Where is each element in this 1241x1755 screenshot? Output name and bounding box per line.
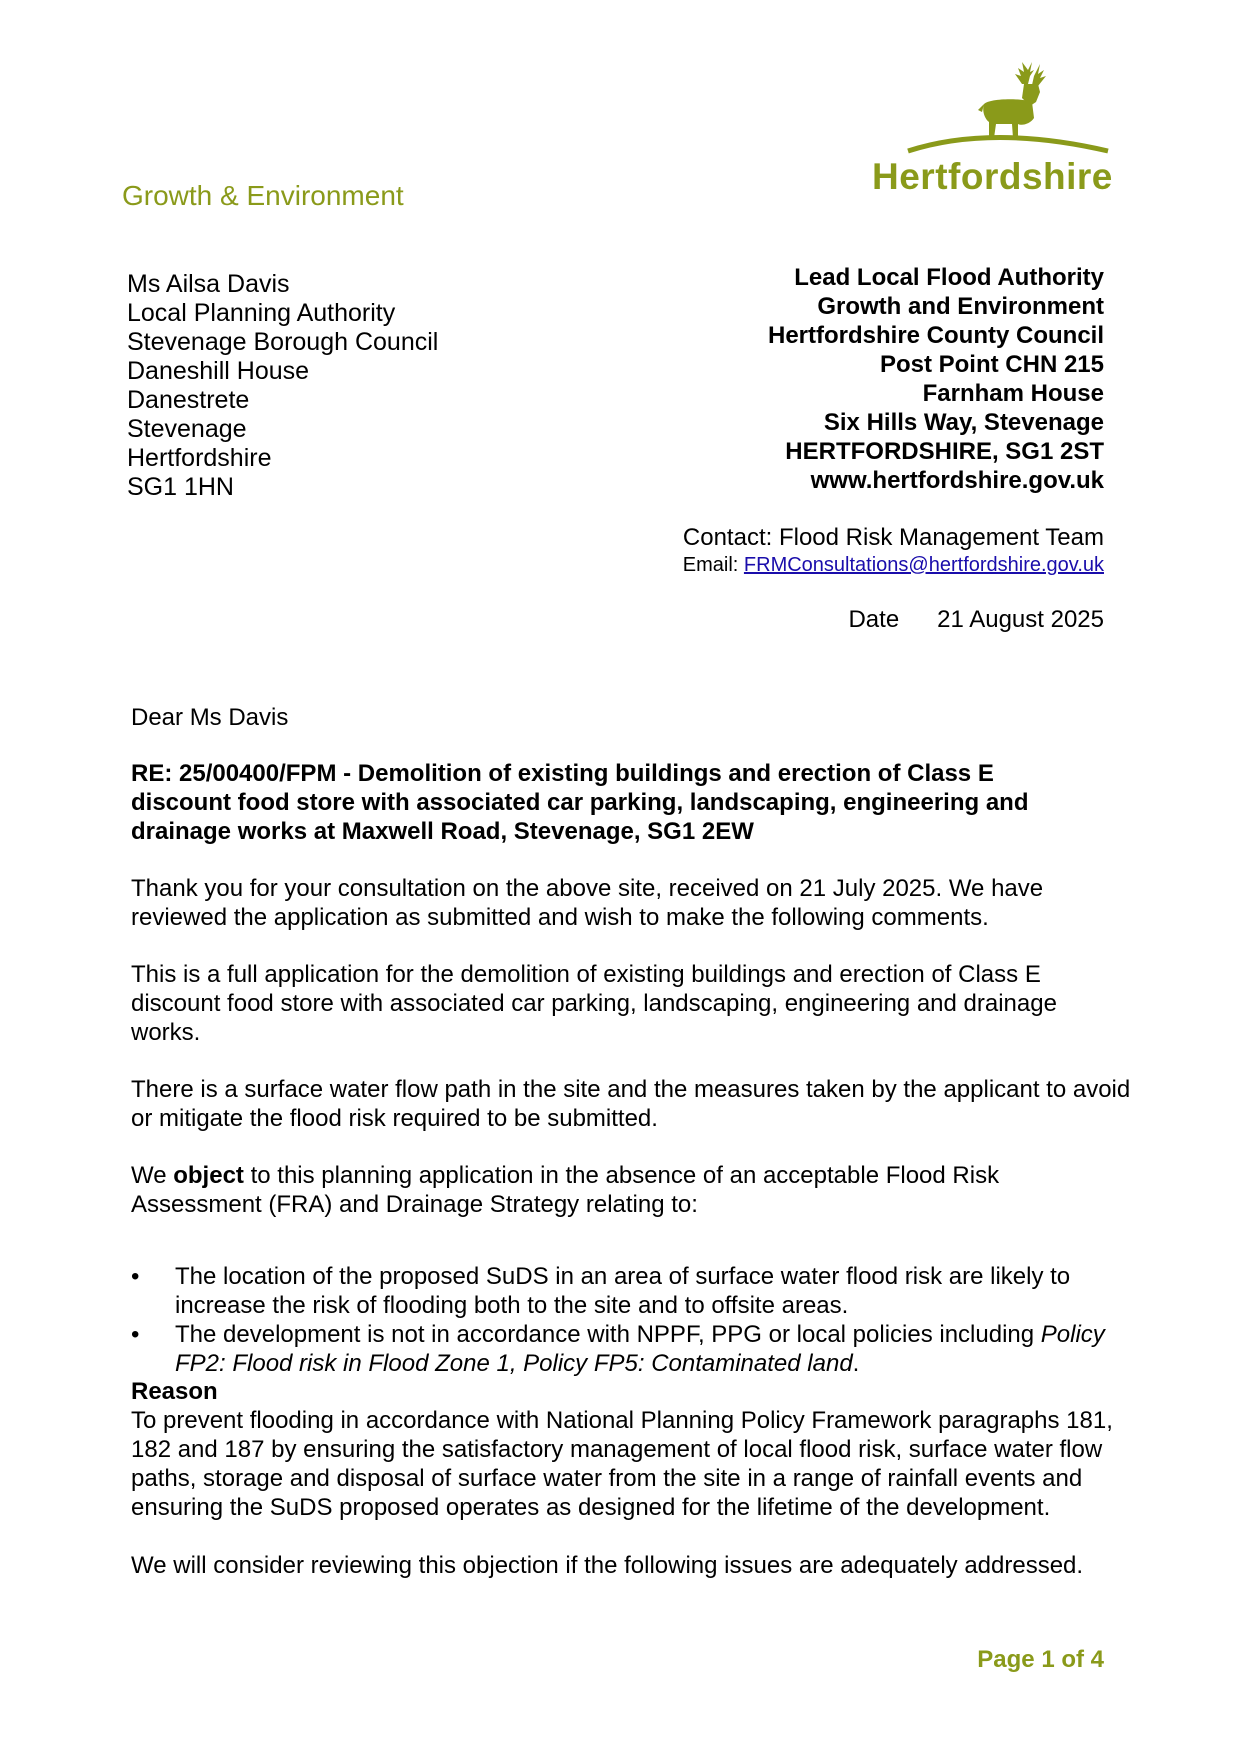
sender-address (768, 263, 1104, 495)
page-number: Page 1 of 4 (977, 1646, 1104, 1673)
email-label: Email: (682, 554, 739, 576)
recipient-line: Hertfordshire (127, 444, 272, 472)
sender-line: Lead Local Flood Authority (794, 264, 1104, 291)
contact-line: Contact: Flood Risk Management Team (682, 524, 1104, 551)
objection-emphasis: object (173, 1162, 244, 1189)
sender-line: HERTFORDSHIRE, SG1 2ST (785, 438, 1104, 465)
date-value: 21 August 2025 (937, 606, 1104, 633)
policy-reference: Policy FP2: Flood risk in Flood Zone 1, Policy FP5: Contaminated land (175, 1321, 1105, 1377)
letter-date (848, 606, 1104, 634)
stag-icon (872, 58, 1112, 158)
list-item (131, 1320, 1131, 1378)
recipient-line: Ms Ailsa Davis (127, 270, 290, 298)
sender-line: Growth and Environment (817, 293, 1104, 320)
list-item (131, 1262, 1131, 1320)
department-title: Growth & Environment (122, 180, 404, 211)
recipient-address (127, 270, 438, 502)
paragraph-application: This is a full application for the demolition of existing buildings and erection of Class E discount food store with associated car parking, landscaping, engineering and drainage works. (131, 961, 1057, 1046)
reason-text: To prevent flooding in accordance with National Planning Policy Framework paragraphs 181, 182 and 187 by ensuring the satisfactory management of local flood risk, surface water flow paths, storage and disposal of surface water from the site in a range of rainfall events and ensuring the SuDS proposed operates as designed for the lifetime of the development. (131, 1407, 1113, 1521)
recipient-line: Stevenage Borough Council (127, 328, 439, 356)
recipient-line: Daneshill House (127, 357, 310, 385)
review-statement: We will consider reviewing this objection if the following issues are adequately addressed. (131, 1552, 1084, 1579)
hertfordshire-logo (872, 58, 1112, 198)
sender-website: www.hertfordshire.gov.uk (810, 467, 1104, 494)
logo-wordmark: Hertfordshire (872, 156, 1113, 197)
paragraph-objection (131, 1161, 1091, 1219)
salutation: Dear Ms Davis (131, 704, 289, 731)
list-item-text-pre: The development is not in accordance with NPPF, PPG or local policies including (175, 1321, 1041, 1348)
subject-line: RE: 25/00400/FPM - Demolition of existing buildings and erection of Class E discount food store with associated car parking, landscaping, engineering and drainage works at Maxwell Road, Stevenage, SG1 2EW (131, 760, 1029, 845)
recipient-line: Danestrete (127, 386, 250, 414)
reason-heading: Reason (131, 1378, 218, 1405)
sender-line: Farnham House (922, 380, 1104, 407)
email-line (683, 554, 1104, 577)
sender-line: Six Hills Way, Stevenage (823, 409, 1104, 436)
list-item-text-post: . (852, 1350, 860, 1377)
recipient-line: Local Planning Authority (127, 299, 396, 327)
email-link[interactable]: FRMConsultations@hertfordshire.gov.uk (743, 554, 1104, 576)
bullet-icon: • (131, 1321, 140, 1348)
paragraph-consultation: Thank you for your consultation on the above site, received on 21 July 2025. We have reviewed the application as submitted and wish to make the following comments. (131, 875, 1044, 931)
objection-list (131, 1262, 1131, 1378)
list-item-text: The location of the proposed SuDS in an area of surface water flood risk are likely to increase the risk of flooding both to the site and to offsite areas. (175, 1263, 1071, 1319)
recipient-line: Stevenage (127, 415, 247, 443)
date-label: Date (848, 606, 900, 633)
objection-text-post: to this planning application in the absence of an acceptable Flood Risk Assessment (FRA) and Drainage Strategy relating to: (131, 1162, 1000, 1218)
paragraph-flow-path: There is a surface water flow path in the site and the measures taken by the applicant to avoid or mitigate the flood risk required to be submitted. (131, 1076, 1131, 1132)
bullet-icon: • (131, 1263, 140, 1290)
sender-line: Post Point CHN 215 (879, 351, 1104, 378)
objection-text-pre: We (131, 1162, 174, 1189)
recipient-line: SG1 1HN (127, 473, 234, 501)
sender-line: Hertfordshire County Council (767, 322, 1104, 349)
